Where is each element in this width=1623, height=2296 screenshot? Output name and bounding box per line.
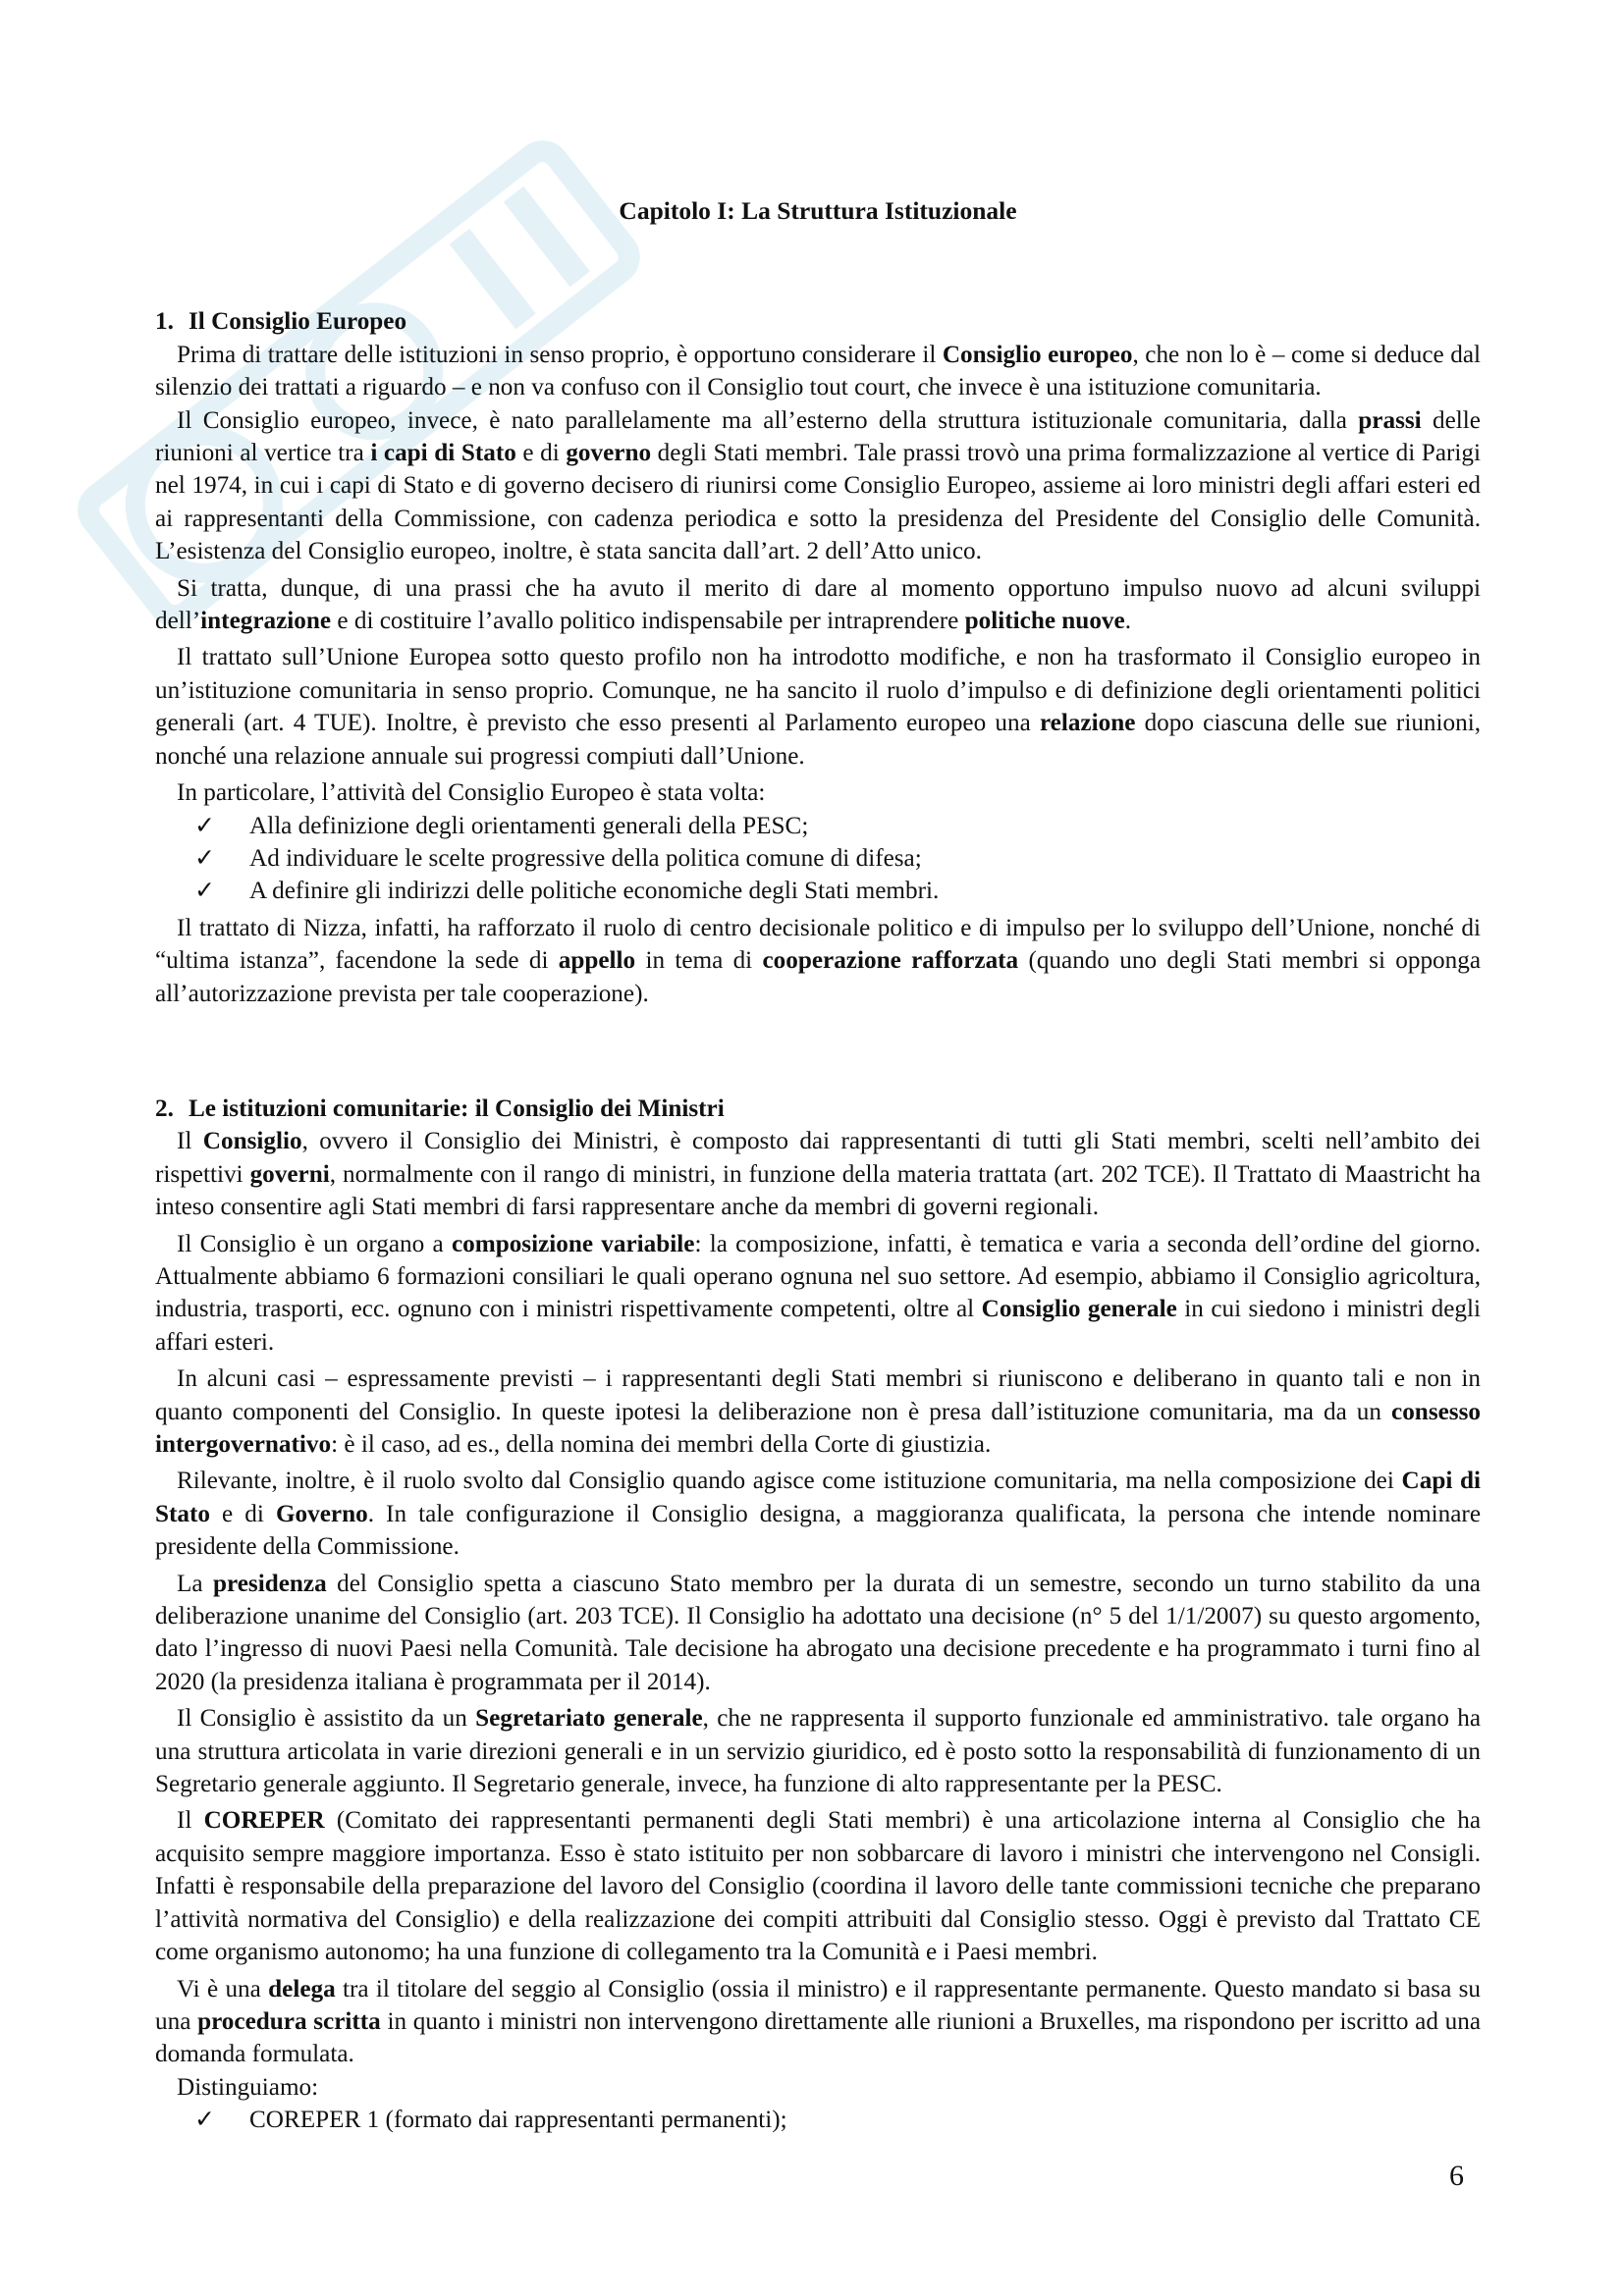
chapter-title: Capitolo I: La Struttura Istituzionale (619, 196, 1017, 225)
section-title: Le istituzioni comunitarie: il Consiglio dei Ministri (189, 1095, 725, 1122)
paragraph: In alcuni casi – espressamente previsti – i rappresentanti degli Stati membri si riuniscono e deliberano in quanto tali e non in quanto componenti del Consiglio. In queste ipotesi la deliberazione non è presa dall’istituzione comunitaria, ma da un consesso intergovernativo: è il caso, ad es., della nomina dei membri della Corte di giustizia. (155, 1365, 1481, 1458)
paragraph: La presidenza del Consiglio spetta a ciascuno Stato membro per la durata di un semestre, secondo un turno stabilito da una deliberazione unanime del Consiglio (art. 203 TCE). Il Consiglio ha adottato una decisione (n° 5 del 1/1/2007) su questo argomento, dato l’ingresso di nuovi Paesi nella Comunità. Tale decisione ha abrogato una decisione precedente e ha programmato i turni fino al 2020 (la presidenza italiana è programmata per il 2014). (155, 1570, 1481, 1695)
paragraph: Il Consiglio europeo, invece, è nato parallelamente ma all’esterno della struttura istituzionale comunitaria, dalla prassi delle riunioni al vertice tra i capi di Stato e di governo degli Stati membri. Tale prassi trovò una prima formalizzazione al vertice di Parigi nel 1974, in cui i capi di Stato e di governo decisero di riunirsi come Consiglio Europeo, assieme ai loro ministri degli affari esteri ed ai rappresentanti della Commissione, con cadenza periodica e sotto la presidenza del Presidente del Consiglio delle Comunità. L’esistenza del Consiglio europeo, inoltre, è stata sancita dall’art. 2 dell’Atto unico. (155, 406, 1481, 565)
page-number: 6 (1449, 2160, 1464, 2192)
section-title: Il Consiglio Europeo (189, 308, 407, 336)
paragraph: Rilevante, inoltre, è il ruolo svolto dal Consiglio quando agisce come istituzione comunitaria, ma nella composizione dei Capi di Stato e di Governo. In tale configurazione il Consiglio designa, a maggioranza qualificata, la persona che intende nominare presidente della Commissione. (155, 1468, 1482, 1561)
paragraph: Il Consiglio è un organo a composizione variabile: la composizione, infatti, è tematica e varia a seconda dell’ordine del giorno. Attualmente abbiamo 6 formazioni consiliari le quali operano ognuna nel suo settore. Ad esempio, abbiamo il Consiglio agricoltura, industria, trasporti, ecc. ognuno con i ministri rispettivamente competenti, oltre al Consiglio generale in cui siedono i ministri degli affari esteri. (155, 1230, 1482, 1356)
check-icon: ✓ (194, 812, 216, 839)
list-item: ✓ COREPER 1 (formato dai rappresentanti permanenti); (155, 2104, 1481, 2136)
paragraph: Il COREPER (Comitato dei rappresentanti permanenti degli Stati membri) è una articolazione interna al Consiglio che ha acquisito sempre maggiore importanza. Esso è stato istituito per non sobbarcare di lavoro i ministri che intervengono nel Consigli. Infatti è responsabile della preparazione del lavoro del Consiglio (coordina il lavoro delle tante commissioni tecniche che preparano l’attività normativa del Consiglio) e della realizzazione dei compiti attribuiti dal Consiglio stesso. Oggi è previsto dal Trattato CE come organismo autonomo; ha una funzione di collegamento tra la Comunità e i Paesi membri. (155, 1807, 1481, 1966)
check-icon: ✓ (194, 2107, 216, 2134)
paragraph: Si tratta, dunque, di una prassi che ha avuto il merito di dare al momento opportuno impulso nuovo ad alcuni sviluppi dell’integrazione e di costituire l’avallo politico indispensabile per intraprendere politiche nuove. (155, 574, 1481, 635)
paragraph: In particolare, l’attività del Consiglio Europeo è stata volta: (177, 779, 766, 807)
list-item: ✓ Alla definizione degli orientamenti generali della PESC; (155, 810, 1481, 842)
document-page (155, 194, 1481, 2141)
list-item: ✓ Ad individuare le scelte progressive della politica comune di difesa; (155, 842, 1481, 875)
check-icon: ✓ (194, 844, 216, 872)
checklist (155, 2104, 1481, 2136)
paragraph: Il trattato sull’Unione Europea sotto questo profilo non ha introdotto modifiche, e non ha trasformato il Consiglio europeo in un’istituzione comunitaria in senso proprio. Comunque, ne ha sancito il ruolo d’impulso e di definizione degli orientamenti politici generali (art. 4 TUE). Inoltre, è previsto che esso presenti al Parlamento europeo una relazione dopo ciascuna delle sue riunioni, nonché una relazione annuale sui progressi compiuti dall’Unione. (155, 644, 1481, 770)
paragraph: Il trattato di Nizza, infatti, ha rafforzato il ruolo di centro decisionale politico e di impulso per lo sviluppo dell’Unione, nonché di “ultima istanza”, facendone la sede di appello in tema di cooperazione rafforzata (quando uno degli Stati membri si opponga all’autorizzazione prevista per tale cooperazione). (155, 914, 1481, 1007)
section-number: 2. (155, 1095, 174, 1122)
paragraph: Distinguiamo: (177, 2073, 319, 2101)
check-icon: ✓ (194, 878, 216, 905)
checklist (155, 810, 1481, 908)
section-number: 1. (155, 308, 174, 336)
paragraph: Il Consiglio, ovvero il Consiglio dei Ministri, è composto dai rappresentanti di tutti gli Stati membri, scelti nell’ambito dei rispettivi governi, normalmente con il rango di ministri, in funzione della materia trattata (art. 202 TCE). Il Trattato di Maastricht ha inteso consentire agli Stati membri di farsi rappresentare anche da membri di governi regionali. (155, 1128, 1482, 1221)
list-item: ✓ A definire gli indirizzi delle politiche economiche degli Stati membri. (155, 875, 1481, 907)
paragraph: Il Consiglio è assistito da un Segretariato generale, che ne rappresenta il supporto funzionale ed amministrativo. tale organo ha una struttura articolata in varie direzioni generali e in un servizio giuridico, ed è posto sotto la responsabilità di funzionamento di un Segretario generale aggiunto. Il Segretario generale, invece, ha funzione di alto rappresentante per la PESC. (155, 1705, 1482, 1798)
paragraph: Vi è una delega tra il titolare del seggio al Consiglio (ossia il ministro) e il rappresentante permanente. Questo mandato si basa su una procedura scritta in quanto i ministri non intervengono direttamente alle riunioni a Bruxelles, ma rispondono per iscritto ad una domanda formulata. (155, 1975, 1481, 2068)
section-2-heading (155, 1093, 1481, 1125)
paragraph: Prima di trattare delle istituzioni in senso proprio, è opportuno considerare il Consiglio europeo, che non lo è – come si deduce dal silenzio dei trattati a riguardo – e non va confuso con il Consiglio tout court, che invece è una istituzione comunitaria. (155, 341, 1482, 401)
section-1-heading (155, 305, 1481, 338)
